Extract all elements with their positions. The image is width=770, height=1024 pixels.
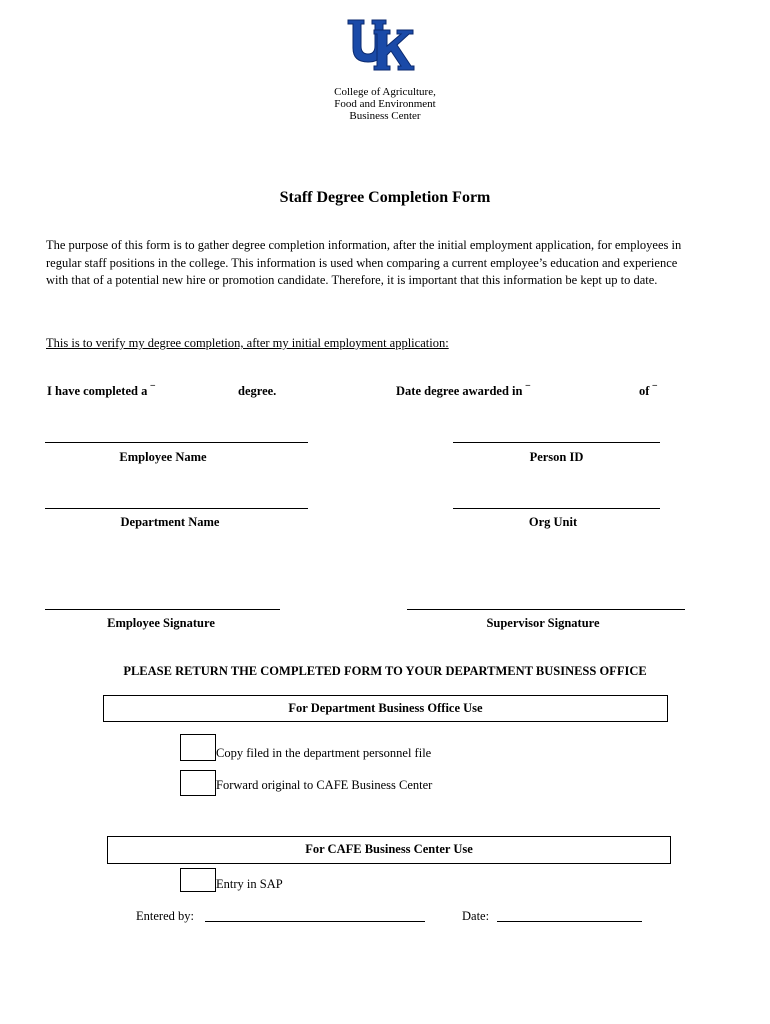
entry-in-sap-checkbox[interactable] bbox=[180, 868, 216, 892]
cafe-center-header: For CAFE Business Center Use bbox=[107, 836, 671, 864]
employee-name-label: Employee Name bbox=[119, 450, 207, 464]
uk-logo-graphic bbox=[346, 16, 416, 72]
form-title: Staff Degree Completion Form bbox=[279, 189, 491, 206]
person-id-field[interactable] bbox=[453, 442, 660, 443]
return-notice: PLEASE RETURN THE COMPLETED FORM TO YOUR DEPARTMENT BUSINESS OFFICE bbox=[123, 664, 647, 678]
uk-logo bbox=[346, 16, 416, 72]
copy-filed-checkbox[interactable] bbox=[180, 734, 216, 761]
forward-original-label: Forward original to CAFE Business Center bbox=[216, 778, 433, 792]
of-text: of bbox=[639, 384, 650, 398]
logo-text-line-1: College of Agriculture, bbox=[334, 86, 436, 98]
entered-by-label: Entered by: bbox=[136, 909, 194, 923]
date-field[interactable] bbox=[497, 921, 642, 922]
employee-signature-label: Employee Signature bbox=[107, 616, 215, 630]
date-awarded-label bbox=[396, 384, 530, 399]
supervisor-signature-label: Supervisor Signature bbox=[486, 616, 600, 630]
degree-suffix-label: degree. bbox=[238, 384, 277, 398]
date-awarded-text: Date degree awarded in bbox=[396, 384, 523, 398]
year-dropdown-icon[interactable]: ¯ bbox=[652, 384, 658, 394]
entry-in-sap-label: Entry in SAP bbox=[216, 877, 283, 891]
person-id-label: Person ID bbox=[529, 450, 584, 464]
verify-statement: This is to verify my degree completion, after my initial employment application: bbox=[46, 336, 449, 350]
of-label bbox=[639, 384, 657, 399]
degree-completed-prefix: I have completed a bbox=[47, 384, 148, 398]
degree-completed-label bbox=[47, 384, 155, 399]
entered-by-field[interactable] bbox=[205, 921, 425, 922]
logo-text-line-2: Food and Environment bbox=[334, 98, 436, 110]
org-unit-field[interactable] bbox=[453, 508, 660, 509]
degree-type-dropdown-icon[interactable]: ¯ bbox=[150, 384, 155, 394]
date-label: Date: bbox=[462, 909, 490, 923]
purpose-paragraph: The purpose of this form is to gather degree completion information, after the initial employment application, for employees in regular staff positions in the college. This information is used when comparing a current employee’s education and experience with that of a potential new hire or promotion candidate. Therefore, it is important that this information be kept up to date. bbox=[46, 238, 682, 287]
month-dropdown-icon[interactable]: ¯ bbox=[525, 384, 531, 394]
forward-original-checkbox[interactable] bbox=[180, 770, 216, 796]
supervisor-signature-field[interactable] bbox=[407, 609, 685, 610]
logo-text-line-3: Business Center bbox=[349, 110, 421, 122]
org-unit-label: Org Unit bbox=[528, 515, 578, 529]
department-name-label: Department Name bbox=[120, 515, 220, 529]
copy-filed-label: Copy filed in the department personnel file bbox=[216, 746, 432, 760]
employee-name-field[interactable] bbox=[45, 442, 308, 443]
dept-office-header: For Department Business Office Use bbox=[103, 695, 668, 722]
employee-signature-field[interactable] bbox=[45, 609, 280, 610]
department-name-field[interactable] bbox=[45, 508, 308, 509]
